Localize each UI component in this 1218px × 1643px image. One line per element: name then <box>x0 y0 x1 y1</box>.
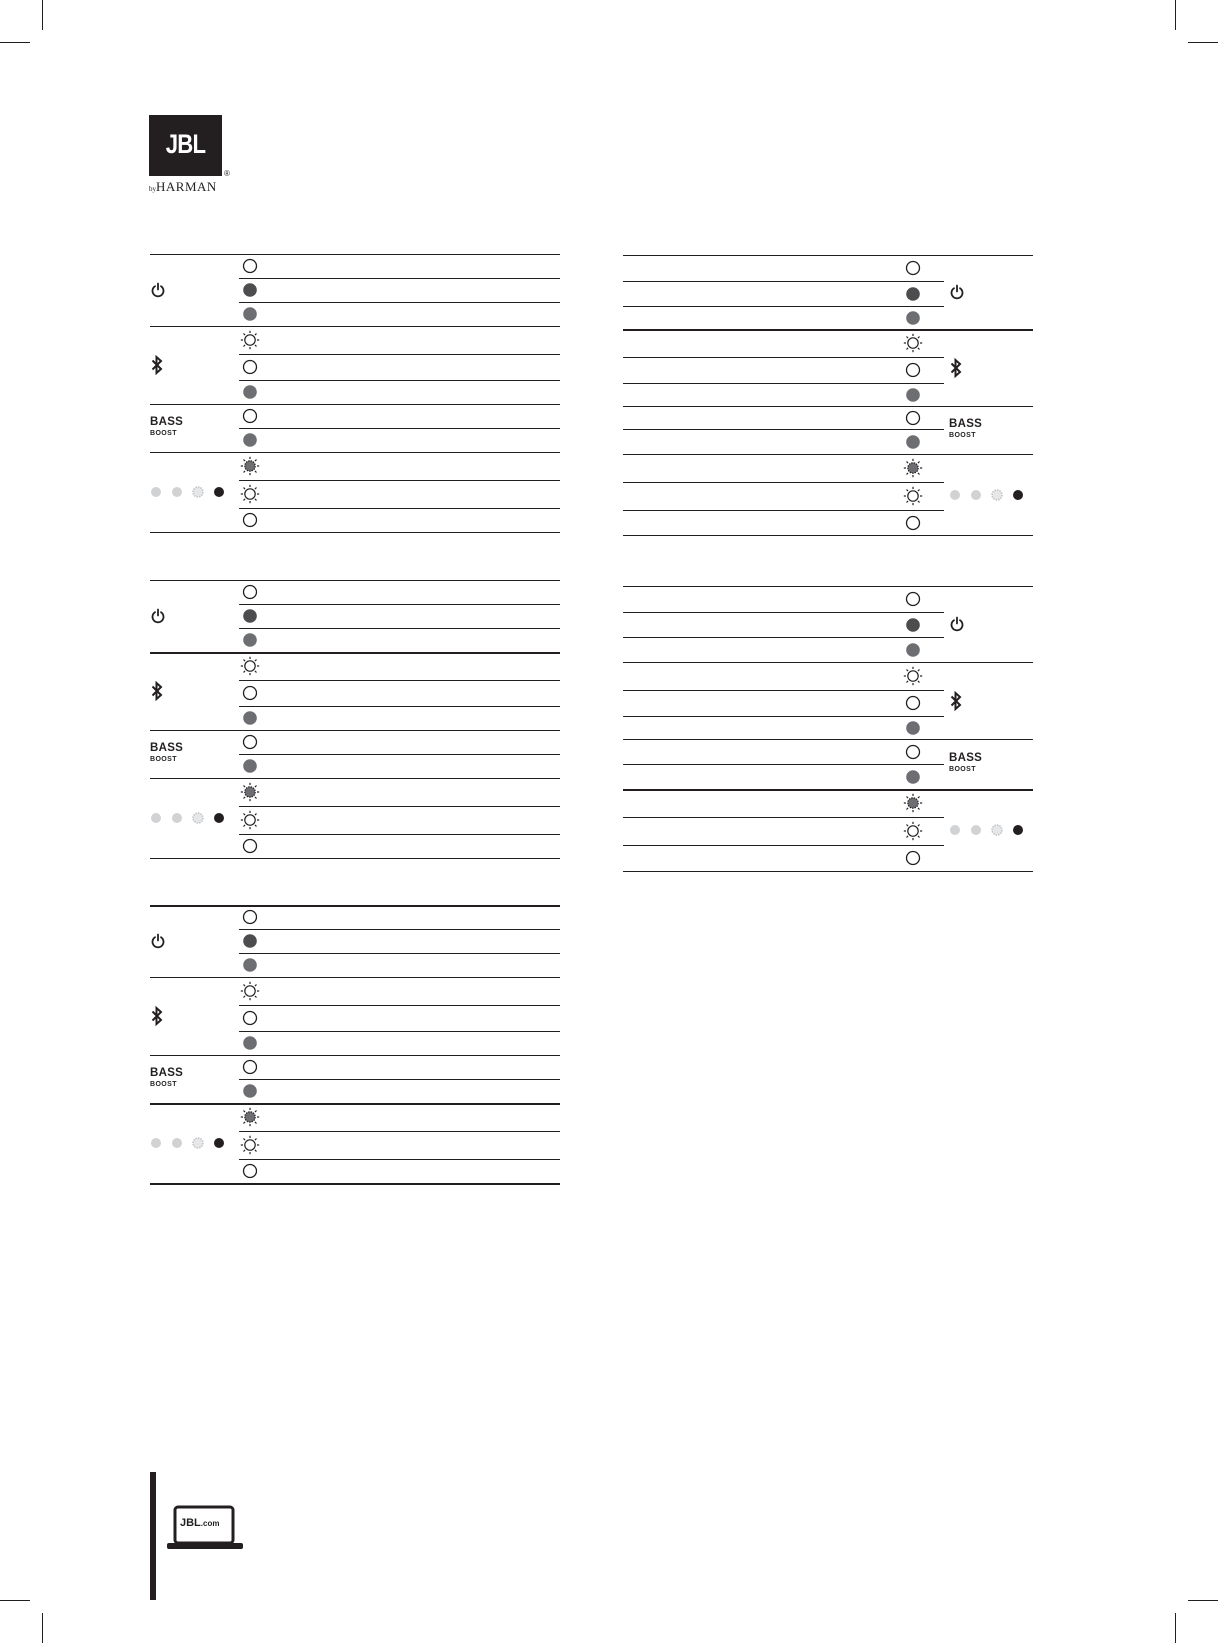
bluetooth-icon <box>150 1006 164 1031</box>
table-rule <box>623 817 944 818</box>
white-circle-indicator <box>903 848 923 873</box>
white-circle-indicator <box>240 357 260 382</box>
table-rule <box>239 380 560 381</box>
table-rule <box>239 428 560 429</box>
crop-mark <box>1188 1600 1218 1601</box>
bass-label-line2: BOOST <box>150 1080 177 1088</box>
table-rule <box>623 510 944 511</box>
bluetooth-icon <box>150 355 164 380</box>
blinking-white-indicator <box>903 666 923 691</box>
power-icon <box>949 284 965 305</box>
table-rule <box>623 612 944 613</box>
table-rule <box>150 858 560 859</box>
table-rule <box>623 255 1033 256</box>
table-rule <box>239 680 560 681</box>
table-rule <box>623 789 1033 791</box>
blinking-gray-indicator <box>240 1107 260 1132</box>
bass-label-line2: BOOST <box>150 429 177 437</box>
bass-label-line2: BOOST <box>150 755 177 763</box>
table-rule <box>623 383 944 384</box>
crop-mark <box>0 1600 30 1601</box>
bass-label-line1: BASS <box>949 752 983 764</box>
power-icon <box>150 282 166 303</box>
footer-bar <box>150 1472 156 1600</box>
harman-byline <box>149 179 217 195</box>
blinking-gray-indicator <box>240 782 260 807</box>
blinking-white-indicator <box>240 810 260 835</box>
table-rule <box>623 357 944 358</box>
table-rule <box>623 482 944 483</box>
table-rule <box>623 535 1033 536</box>
blinking-white-indicator <box>240 981 260 1006</box>
table-rule <box>623 281 944 282</box>
table-rule <box>239 1159 560 1160</box>
bass-label-line2: BOOST <box>949 765 976 773</box>
jbl-logo <box>149 115 222 176</box>
gray-circle-indicator <box>903 767 923 792</box>
table-rule <box>623 454 1033 455</box>
battery-dots-icon <box>150 810 230 831</box>
bass-label-line1: BASS <box>150 742 184 754</box>
table-rule <box>150 580 560 581</box>
blinking-gray-indicator <box>903 793 923 818</box>
bass-boost-label <box>150 743 183 763</box>
blinking-white-indicator <box>903 821 923 846</box>
blinking-white-indicator <box>903 486 923 511</box>
crop-mark <box>1188 42 1218 43</box>
registered-mark: ® <box>224 169 230 178</box>
table-rule <box>150 452 560 453</box>
white-circle-indicator <box>240 1008 260 1033</box>
crop-mark <box>1175 1613 1176 1643</box>
blinking-white-indicator <box>240 1135 260 1160</box>
table-rule <box>239 1079 560 1080</box>
gray-circle-indicator <box>903 432 923 457</box>
table-rule <box>150 254 560 255</box>
table-rule <box>239 628 560 629</box>
blinking-white-indicator <box>240 330 260 355</box>
white-circle-indicator <box>903 693 923 718</box>
table-rule <box>239 1031 560 1032</box>
table-rule <box>239 278 560 279</box>
website-suffix: .com <box>200 1519 220 1528</box>
power-icon <box>949 616 965 637</box>
crop-mark <box>0 42 30 43</box>
table-rule <box>150 532 560 533</box>
table-rule <box>150 1103 560 1105</box>
bass-label-line1: BASS <box>150 416 184 428</box>
battery-dots-icon <box>949 487 1029 508</box>
laptop-icon <box>167 1505 243 1556</box>
table-rule <box>239 929 560 930</box>
table-rule <box>623 690 944 691</box>
logo-text: JBL <box>165 129 206 159</box>
crop-mark <box>42 0 43 30</box>
table-rule <box>239 480 560 481</box>
dark-gray-circle-indicator <box>903 284 923 309</box>
table-rule <box>239 706 560 707</box>
table-rule <box>239 508 560 509</box>
table-rule <box>239 1131 560 1132</box>
blinking-white-indicator <box>903 333 923 358</box>
table-rule <box>239 834 560 835</box>
bass-boost-label <box>949 419 982 439</box>
crop-mark <box>42 1613 43 1643</box>
bass-label-line1: BASS <box>949 418 983 430</box>
table-rule <box>150 652 560 654</box>
battery-dots-icon <box>949 822 1029 843</box>
blinking-gray-indicator <box>903 458 923 483</box>
table-rule <box>239 302 560 303</box>
bass-label-line1: BASS <box>150 1067 184 1079</box>
table-rule <box>150 1183 560 1185</box>
table-rule <box>623 764 944 765</box>
table-rule <box>239 953 560 954</box>
white-circle-indicator <box>903 513 923 538</box>
table-rule <box>150 977 560 978</box>
battery-dots-icon <box>150 484 230 505</box>
table-rule <box>623 306 944 307</box>
table-rule <box>623 662 1033 663</box>
table-rule <box>623 329 1033 331</box>
table-rule <box>239 806 560 807</box>
power-icon <box>150 933 166 954</box>
white-circle-indicator <box>903 360 923 385</box>
table-rule <box>239 354 560 355</box>
white-circle-indicator <box>903 589 923 614</box>
bluetooth-icon <box>150 681 164 706</box>
table-rule <box>239 1005 560 1006</box>
bass-boost-label <box>150 417 183 437</box>
blinking-gray-indicator <box>240 456 260 481</box>
white-circle-indicator <box>903 742 923 767</box>
table-rule <box>150 1055 560 1056</box>
table-rule <box>623 406 1033 407</box>
crop-mark <box>1175 0 1176 30</box>
table-rule <box>623 739 1033 740</box>
bass-label-line2: BOOST <box>949 431 976 439</box>
table-rule <box>623 586 1033 587</box>
bass-boost-label <box>949 753 982 773</box>
table-rule <box>623 637 944 638</box>
byline-prefix: by <box>149 185 156 193</box>
bluetooth-icon <box>949 358 963 383</box>
gray-circle-indicator <box>903 640 923 665</box>
table-rule <box>239 604 560 605</box>
table-rule <box>150 404 560 405</box>
bass-boost-label <box>150 1068 183 1088</box>
table-rule <box>623 716 944 717</box>
blinking-white-indicator <box>240 484 260 509</box>
byline-text: HARMAN <box>156 179 217 194</box>
table-rule <box>239 754 560 755</box>
power-icon <box>150 608 166 629</box>
blinking-white-indicator <box>240 656 260 681</box>
dark-gray-circle-indicator <box>903 615 923 640</box>
white-circle-indicator <box>903 258 923 283</box>
table-rule <box>150 905 560 907</box>
table-rule <box>623 429 944 430</box>
bluetooth-icon <box>949 691 963 716</box>
white-circle-indicator <box>240 683 260 708</box>
table-rule <box>150 778 560 779</box>
website-main: JBL <box>180 1517 201 1529</box>
website-label <box>180 1517 219 1529</box>
table-rule <box>623 871 1033 872</box>
table-rule <box>150 730 560 731</box>
table-rule <box>623 845 944 846</box>
battery-dots-icon <box>150 1135 230 1156</box>
table-rule <box>150 326 560 327</box>
